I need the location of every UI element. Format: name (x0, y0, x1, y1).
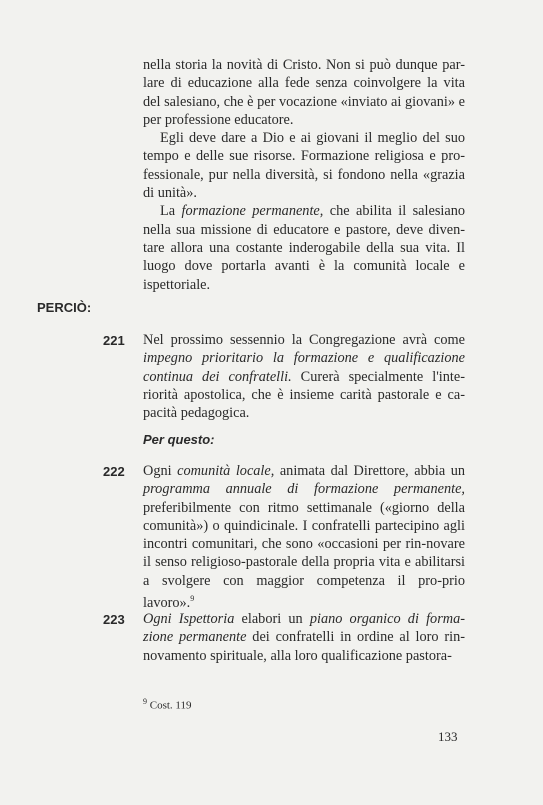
text-run: nella storia la novità di Cristo. Non si può dunque par-lare di educazione alla fede senza coinvolgere la vita del salesiano, che è per vocazione «inviato ai giovani» e per professione educatore. (143, 57, 465, 128)
intro-section (143, 56, 465, 294)
footnote-text: Cost. 119 (149, 699, 192, 712)
text-run: Ogni (143, 463, 178, 479)
paragraph-2 (143, 129, 465, 202)
italic-text: piano organico di forma-zione permanente (143, 611, 466, 646)
article-222-text (143, 462, 465, 612)
percio-heading: PERCIÒ: (37, 300, 92, 315)
italic-text: programma annuale di formazione permanente, (143, 481, 465, 498)
text-run: preferibilmente con ritmo settimanale («giorno della comunità») o quindicinale. I confratelli partecipino agli incontri comunitari, che sono «occasioni per rin-novare il senso religioso-pastorale della propria vita e abilitarsi a svolgere con maggior competenza il pro-prio lavoro». (143, 499, 465, 611)
footnote-ref: 9 (190, 594, 195, 604)
article-221 (143, 331, 465, 422)
article-number-221: 221 (103, 333, 125, 348)
article-number-222: 222 (103, 464, 125, 479)
article-223-text (143, 610, 465, 665)
footnote (143, 697, 192, 712)
text-run: Curerà specialmente l'inte-riorità apostolica, che è insieme carità pastorale e ca-pacità pedagogica. (143, 368, 465, 422)
text-run: Nel prossimo sessennio la Congregazione avrà come (143, 332, 465, 348)
paragraph-3 (143, 202, 465, 293)
footnote-mark: 9 (143, 697, 147, 706)
article-223 (143, 610, 465, 665)
article-222 (143, 462, 465, 612)
text-run: elabori un (234, 611, 310, 627)
page-number: 133 (438, 729, 458, 744)
article-number-223: 223 (103, 612, 125, 627)
text-run: Egli deve dare a Dio e ai giovani il meglio del suo tempo e delle sue risorse. Formazione religiosa e pro-fessionale, pur nella diversità, si fondono nella «grazia di unità». (143, 130, 465, 202)
italic-text: formazione permanente, (181, 203, 324, 220)
italic-text: comunità locale, (177, 463, 275, 479)
text-run: dei confratelli in ordine al loro rin-novamento spirituale, alla loro qualificazione pastora- (143, 629, 465, 664)
italic-text: Ogni Ispettoria (143, 611, 235, 627)
paragraph-1 (143, 56, 465, 129)
per-questo-heading: Per questo: (143, 432, 215, 447)
text-run: che abilita il salesiano nella sua missione di educatore e pastore, deve diven-tare allora una costante inderogabile della sua vita. Il luogo dove portarla avanti è la comunità locale e ispettoriale. (143, 203, 466, 293)
text-run: animata dal Direttore, abbia un (274, 463, 465, 479)
italic-text: impegno prioritario la formazione e qualificazione continua dei confratelli. (143, 350, 465, 385)
text-run: La (160, 203, 182, 220)
article-221-text (143, 331, 465, 422)
